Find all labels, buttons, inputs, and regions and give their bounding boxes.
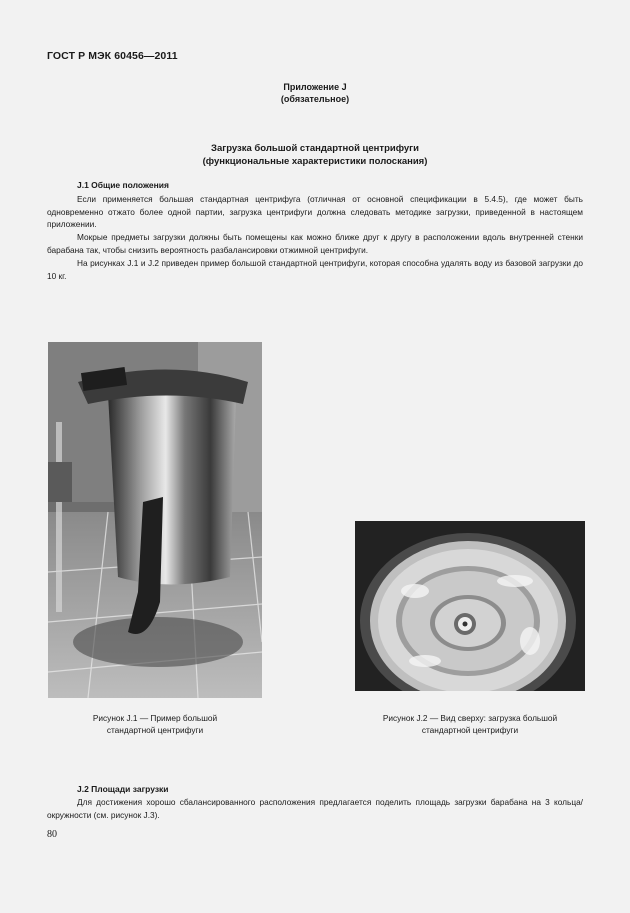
paragraph-j1-1: Если применяется большая стандартная центрифуга (отличная от основной спецификации в 5.4.5), где может быть одновременно отжато более одной партии, загрузка центрифуги должна следовать методике загрузки, приведенной в настоящем приложении. bbox=[47, 194, 583, 229]
figure-j2-photo bbox=[355, 521, 585, 691]
section-heading-j1: J.1 Общие положения bbox=[77, 180, 169, 190]
title-line-1: Загрузка большой стандартной центрифуги bbox=[211, 143, 419, 154]
paragraph-j1-3: На рисунках J.1 и J.2 приведен пример большой стандартной центрифуги, которая способна удалять воду из базовой загрузки до 10 кг. bbox=[47, 258, 583, 281]
figure-j1-caption bbox=[48, 713, 262, 736]
appendix-title bbox=[0, 143, 630, 168]
figure-j1-caption-line-1: Рисунок J.1 — Пример большой bbox=[92, 713, 218, 723]
centrifuge-side-image bbox=[48, 342, 262, 698]
appendix-status: (обязательное) bbox=[280, 94, 350, 104]
paragraph-j1-2: Мокрые предметы загрузки должны быть помещены как можно ближе друг к другу в расположении вдоль внутренней стенки барабана так, чтобы снизить вероятность разбалансировки отжимной центрифуги. bbox=[47, 232, 583, 255]
figure-j2-caption-line-2: стандартной центрифуги bbox=[421, 724, 519, 735]
figure-j2-caption-line-1: Рисунок J.2 — Вид сверху: загрузка большой bbox=[382, 713, 558, 723]
page-number: 80 bbox=[47, 829, 57, 840]
section-heading-j2: J.2 Площади загрузки bbox=[77, 784, 169, 794]
figure-j1-photo bbox=[48, 342, 262, 698]
standard-header: ГОСТ Р МЭК 60456—2011 bbox=[47, 50, 178, 62]
paragraph-j2-1: Для достижения хорошо сбалансированного расположения предлагается поделить площадь загрузки барабана на 3 кольца/окружности (см. рисунок J.3). bbox=[47, 797, 583, 820]
appendix-label: Приложение J bbox=[283, 82, 347, 92]
appendix-heading bbox=[0, 81, 630, 105]
figure-j2-caption bbox=[352, 713, 588, 736]
figure-j1-caption-line-2: стандартной центрифуги bbox=[106, 724, 204, 735]
centrifuge-top-view-image bbox=[355, 521, 585, 691]
title-line-2: (функциональные характеристики полоскания) bbox=[202, 155, 428, 167]
